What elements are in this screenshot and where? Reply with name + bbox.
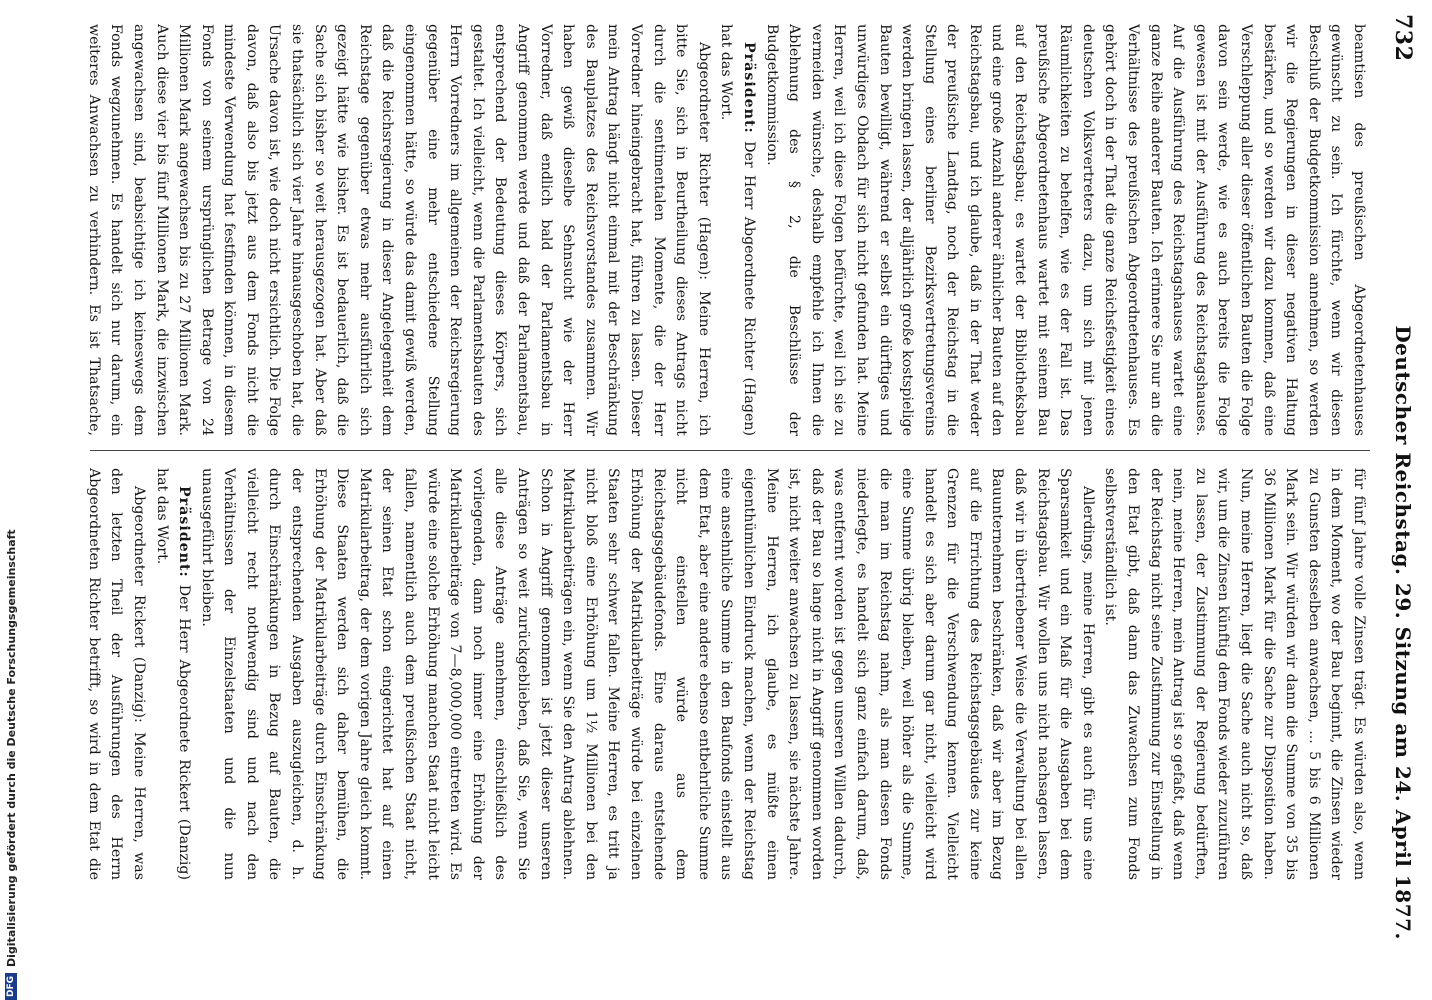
- page-number: 732: [1390, 14, 1416, 62]
- credit-text: Digitalisierung gefördert durch die Deutsche Forschungsgemeinschaft: [4, 529, 18, 967]
- paragraph: für fünf Jahre volle Zinsen trägt. Es würden also, wenn in dem Moment, wo der Bau beginnt, die Zinsen wieder zu Gunsten desselben anwachsen, ... 5 bis 6 Millionen Mark sein. Wir würden wir dann die Summe von 35 bis 36 Millionen Mark für die Sache zur Disposition haben. Nun, meine Herren, liegt die Sache auch nicht so, daß wir, um die Zinsen künftig dem Fonds wieder zuzuführen zu lassen, der Zustimmung der Regierung bedürften, nein, meine Herren, mein Antrag ist so gefaßt, daß wenn der Reichstag nicht seine Zustimmung zur Einstellung in den Etat gibt, daß dann das Zuwachsen zum Fonds selbstverständlich ist.: [1102, 468, 1367, 880]
- paragraph: Allerdings, meine Herren, gibt es auch für uns eine Sparsamkeit und ein Maß für die Ausgaben bei dem Reichstagsbau. Wir wollen uns nicht nachsagen lassen, daß wir in übertriebener Weise die Verwaltung bei allen Bauunternehmen beschränken, daß wir aber im Bezug auf die Errichtung des Reichstagsgebäudes zur keine Grenzen für die Verschwendung kennen. Vielleicht handelt es sich aber darum gar nicht, vielleicht wird eine Summe übrig bleiben, weil höher als die Summe, die man im Reichstag nahm, als man diesen Fonds niederlegte, es handelt sich ganz einfach darum, daß, was entfernt worden ist gegen unseren Willen dadurch, daß der Bau so lange nicht in Angriff genommen worden ist, nicht weiter anwachsen zu lassen, sie nächste Jahre. Meine Herren, ich glaube, es müßte einen eigenthümlichen Eindruck machen, wenn der Reichstag eine ansehnliche Summe in den Baufonds einstellt aus dem Etat, aber eine andere ebenso entbehrliche Summe nicht einstellen würde aus dem Reichstagsgebäudefonds. Eine daraus entstehende Erhöhung der Matrikularbeiträge würde bei einzelnen Staaten sehr schwer fallen. Meine Herren, es tritt ja nicht bloß eine Erhöhung um 1½ Millionen bei den Matrikularbeiträgen ein, wenn Sie den Antrag ablehnen. Schon in Angriff genommen ist jetzt dieser unseren Anträgen so weit zurückgeblieben, daß Sie, wenn Sie alle diese Anträge annehmen, einschließlich des vorliegenden, dann noch immer eine Erhöhung der Matrikularbeiträge von 7—8,000,000 eintreten wird. Es würde eine solche Erhöhung manchen Staat nicht leicht fallen, namentlich auch dem preußischen Staat nicht, der seinen Etat schon eingerichtet hat auf einen Matrikularbeitrag, der dem vorigen Jahre gleich kommt. Diese Staaten werden sich daher bemühen, die Erhöhung der Matrikularbeiträge durch Einschränkung der entsprechenden Ausgaben auszugleichen, d. h. durch Einschränkungen in Bezug auf Bauten, die vielleicht recht nothwendig sind und nach den Verhältnissen der Einzelstaaten und die nun unausgeführt bleiben.: [198, 468, 1096, 880]
- paragraph: beamtisen des preußischen Abgeordnetenhauses gewünscht zu sein. Ich fürchte, wenn wir diesen Beschluß der Budgetkommission annehmen, so werden wir die Regierungen in dieser negativen Haltung bestärken, und so werden wir dazu kommen, daß eine Verschleppung aller dieser öffentlichen Bauten die Folge davon sein werde, wie es auch bereits die Folge gewesen ist mit der Ausführung des Reichstagshauses. Auf die Ausführung des Reichstagshauses wartet eine ganze Reihe anderer Bauten. Ich erinnere Sie nur an die Verhältnisse des preußischen Abgeordnetenhauses. Es gehört doch in der That die ganze Reichsfestigkeit eines deutschen Volksvertreters dazu, um sich mit jenen Räumlichkeiten zu behelfen, wie es der Fall ist. Das preußische Abgeordnetenhaus wartet mit seinem Bau auf den Reichstagsbau; es wartet der Bibliotheksbau und eine große Anzahl anderer ähnlicher Bauten auf den Reichstagsbau, und ich glaube, daß in der That weder der preußische Landtag, noch der Reichstag in die Stellung eines berliner Bezirksvertretungsvereins werden bringen lassen, der alljährlich große kostspielige Bauten bewilligt, während er selbst ein dürftiges und unwürdiges Obdach für sich nicht gefunden hat. Meine Herren, weil ich diese Folgen befürchte, weil ich sie zu vermeiden wünsche, deshalb empfehle ich Ihnen die Ablehnung des § 2, die Beschlüsse der Budgetkommission.: [763, 24, 1367, 436]
- speaker-label: Präsident:: [740, 42, 757, 134]
- speaker-paragraph: [715, 24, 760, 436]
- speaker-text: Der Herr Abgeordnete Rickert (Danzig) hat das Wort.: [153, 468, 193, 880]
- paragraph: Abgeordneter Rickert (Danzig): Meine Herren, was den letzten Theil der Ausführungen des Herrn Abgeordneten Richter betrifft, so wird in dem Etat die: [85, 468, 147, 880]
- right-column: [80, 468, 1370, 880]
- speaker-paragraph: [150, 468, 195, 880]
- column-divider: [90, 450, 1370, 451]
- page-title: Deutscher Reichstag. 29. Sitzung am 24. April 1877.: [1391, 325, 1415, 940]
- speaker-text: Der Herr Abgeordnete Richter (Hagen) hat das Wort.: [718, 24, 757, 436]
- page-header: [1388, 14, 1418, 940]
- paragraph: Abgeordneter Richter (Hagen): Meine Herren, ich bitte Sie, sich in Beurtheilung dieses Antrags nicht durch die sentimentalen Momente, die der Herr Vorredner hineingebracht hat, führen zu lassen. Dieser mein Antrag hängt nicht einmal mit der Beschränkung des Bauplatzes des Reichsvorstandes zusammen. Wir haben gewiß dieselbe Sehnsucht wie der Herr Vorredner, daß endlich bald der Parlamentsbau in Angriff genommen werde und daß der Parlamentsbau, entsprechend der Bedeutung dieses Körpers, sich gestaltet. Ich vielleicht, wenn die Parlamentsbauten des Herrn Vorredners im allgemeinen der Reichsregierung gegenüber eine mehr entschiedene Stellung eingenommen hätte, so würde das damit gewiß werden, daß die Reichsregierung in dieser Angelegenheit dem Reichstage gegenüber etwas mehr ausführlich sich gezeigt hätte wie bisher. Es ist bedauerlich, daß die Sache sich bisher so weit herausgezogen hat. Aber daß sie thatsächlich sich vier Jahre hinausgeschoben hat, die Ursache davon ist, wie doch nicht ersichtlich. Die Folge davon, daß also bis jetzt aus dem Fonds nicht die mindeste Verwendung hat festfinden können, in diesem Fonds von seinem ursprünglichen Betrage von 24 Millionen Mark angewachsen bis zu 27 Millionen Mark. Auch diese vier bis fünf Millionen Mark, die inzwischen angewachsen sind, beabsichtige ich keineswegs dem Fonds wegzunehmen. Es handelt sich nur darum, ein weiteres Anwachsen zu verhindern. Es ist Thatsache,: [85, 24, 712, 436]
- left-column: [80, 24, 1370, 436]
- digitization-credit: [0, 0, 22, 1000]
- dfg-logo: DFG: [5, 973, 17, 1000]
- speaker-label: Präsident:: [176, 486, 193, 578]
